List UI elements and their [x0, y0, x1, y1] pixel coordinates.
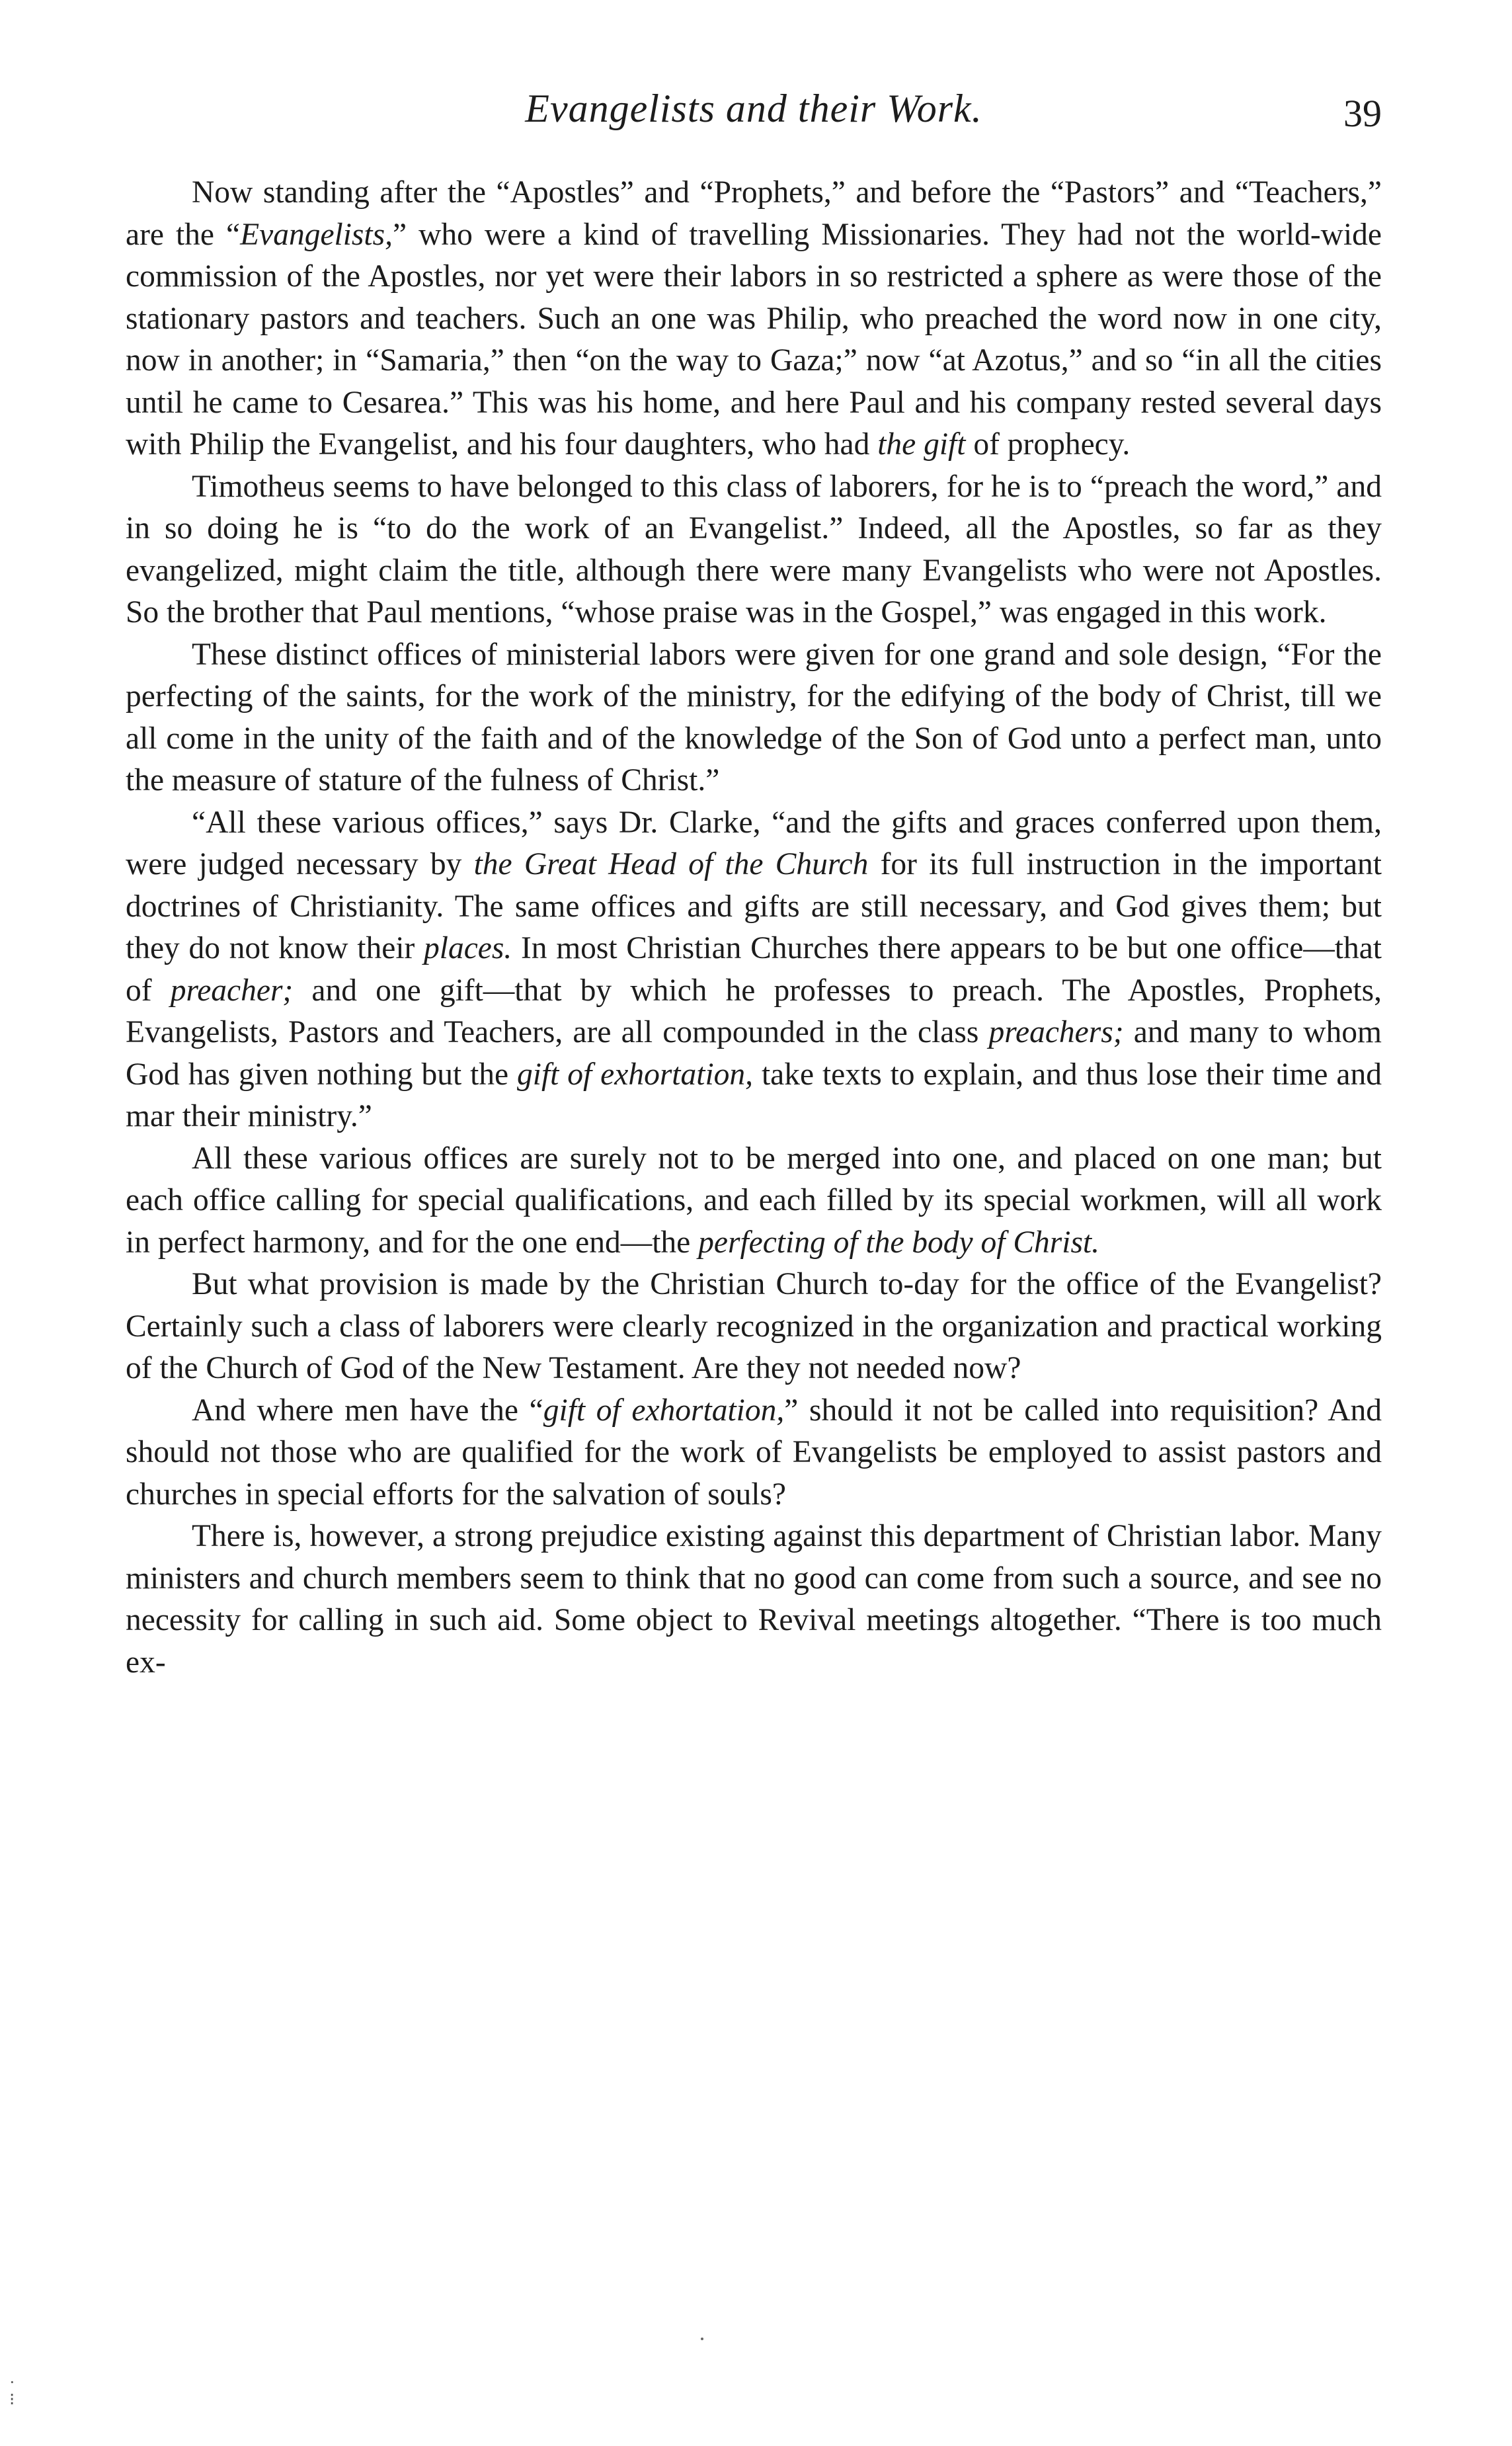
text-segment: and many to whom God has given nothing but the [126, 1015, 1382, 1092]
text-segment: and one gift—that by which he professes to preach. The Apostles, Prophets, Evangelists, Pastors and Teachers, are all compounded in the class [126, 973, 1382, 1049]
page-number: 39 [1343, 92, 1382, 135]
text-segment: All these various offices are surely not to be merged into one, and placed on one man; but each office calling for special qualifications, and each filled by its special workmen, will all work in perfect harmony, and for the one end—the [126, 1141, 1382, 1260]
text-segment: But what provision is made by the Christian Church to-day for the office of the Evangelist? Certainly such a class of laborers were clearly recognized in the organization and practical working of the Church of God of the New Testament. Are they not needed now? [126, 1267, 1382, 1385]
paragraph-6 [126, 1264, 1382, 1390]
italic-text-segment: perfecting of the body of Christ. [698, 1225, 1100, 1260]
text-segment: “All these various offices,” says Dr. Clarke, “and the gifts and graces conferred upon them, were judged necessary by [126, 805, 1382, 881]
paragraph-1 [126, 172, 1382, 466]
paragraph-2 [126, 466, 1382, 634]
book-page [126, 79, 1382, 1684]
text-segment: In most Christian Churches there appears to be but one office—that of [126, 931, 1382, 1008]
text-segment: take texts to explain, and thus lose their time and mar their ministry.” [126, 1057, 1382, 1133]
running-title: Evangelists and their Work. [525, 87, 982, 130]
paragraph-4 [126, 802, 1382, 1138]
page-body [126, 172, 1382, 1684]
text-segment: Now standing after the “Apostles” and “Prophets,” and before the “Pastors” and “Teachers,” are the “ [126, 175, 1382, 252]
paragraph-8 [126, 1516, 1382, 1684]
text-segment: ” should it not be called into requisition? And should not those who are qualified for the work of Evangelists be employed to assist pastors and churches in special efforts for the salvation of souls? [126, 1393, 1382, 1512]
italic-text-segment: gift of exhortation, [543, 1393, 785, 1428]
italic-text-segment: preacher; [170, 973, 294, 1008]
text-segment: These distinct offices of ministerial labors were given for one grand and sole design, “For the perfecting of the saints, for the work of the ministry, for the edifying of the body of Christ, till we all come in the unity of the faith and of the knowledge of the Son of God unto a perfect man, unto the measure of stature of the fulness of Christ.” [126, 637, 1382, 797]
italic-text-segment: places. [424, 931, 512, 965]
paragraph-7 [126, 1390, 1382, 1516]
paragraph-3 [126, 634, 1382, 802]
page-header [126, 79, 1382, 152]
paragraph-5 [126, 1138, 1382, 1264]
text-segment: of prophecy. [965, 427, 1131, 462]
italic-text-segment: the Great Head of the Church [473, 847, 869, 881]
text-segment: ” who were a kind of travelling Missionaries. They had not the world-wide commission of the Apostles, nor yet were their labors in so restricted a sphere as were those of the stationary pastors and teachers. Such an one was Philip, who preached the word now in one city, now in another; in “Samaria,” then “on the way to Gaza;” now “at Azotus,” and so “in all the cities until he came to Cesarea.” This was his home, and here Paul and his company rested several days with Philip the Evangelist, and his four daughters, who had [126, 217, 1382, 462]
italic-text-segment: gift of exhortation, [517, 1057, 754, 1092]
italic-text-segment: the gift [877, 427, 966, 462]
text-segment: for its full instruction in the important doctrines of Christianity. The same offices and gifts are still necessary, and God gives them; but they do not know their [126, 847, 1382, 965]
text-segment: And where men have the “ [192, 1393, 543, 1428]
text-segment: Timotheus seems to have belonged to this class of laborers, for he is to “preach the word,” and in so doing he is “to do the work of an Evangelist.” Indeed, all the Apostles, so far as they evangelized, might claim the title, although there were many Evangelists who were not Apostles. So the brother that Paul mentions, “whose praise was in the Gospel,” was engaged in this work. [126, 469, 1382, 630]
italic-text-segment: Evangelists, [240, 217, 393, 252]
italic-text-segment: preachers; [988, 1015, 1124, 1049]
edge-scan-mark: · ⁝ [9, 2373, 15, 2409]
footer-dot-mark [701, 2338, 703, 2340]
text-segment: There is, however, a strong prejudice existing against this department of Christian labor. Many ministers and church members seem to think that no good can come from such a source, and see no necessity for calling in such aid. Some object to Revival meetings altogether. “There is too much ex- [126, 1519, 1382, 1680]
